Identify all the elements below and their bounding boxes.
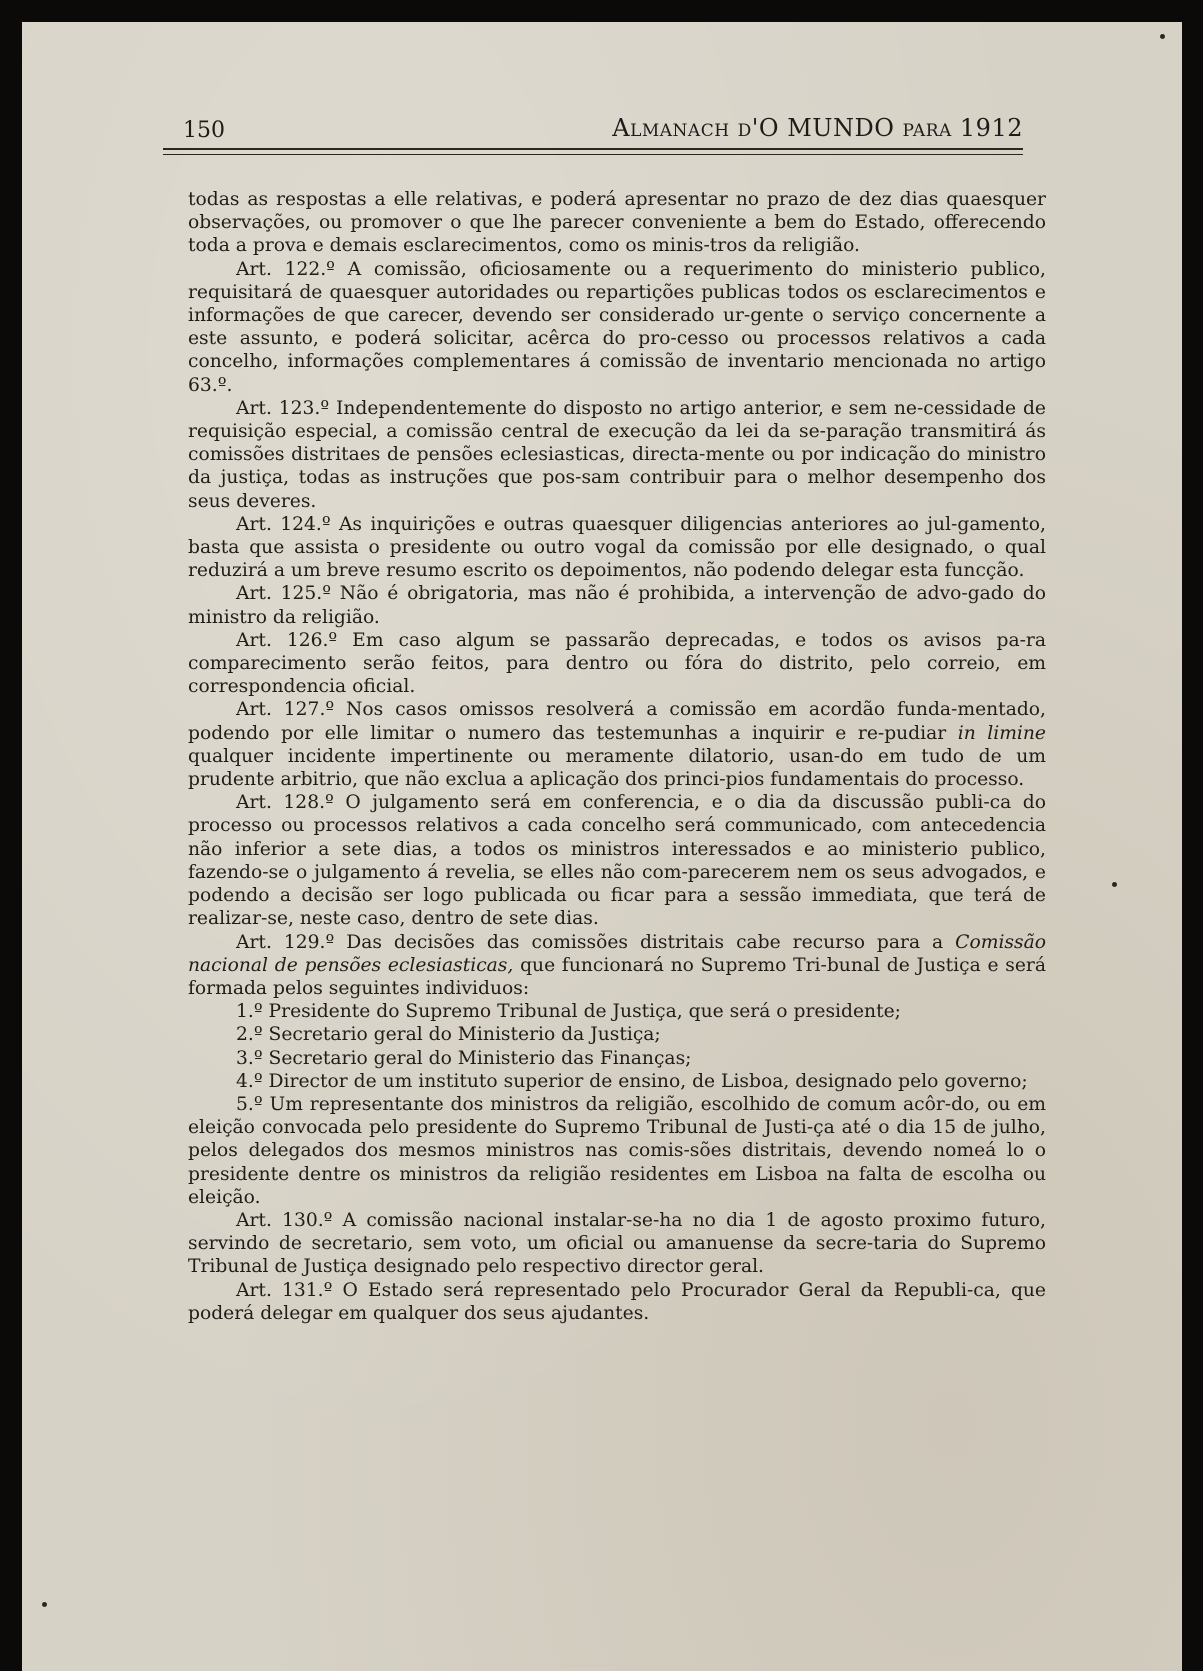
article-123: Art. 123.º Independentemente do disposto no artigo anterior, e sem ne-cessidade de requisição especial, a comissão central de execução da lei da se-paração transmitirá ás comissões distritaes de pensões eclesiasticas, directa-mente ou por indicação do ministro da justiça, todas as instruções que pos-sam contribuir para o melhor desempenho dos seus deveres. [188, 397, 1046, 512]
paragraph-continuation: todas as respostas a elle relativas, e poderá apresentar no prazo de dez dias quaesquer observações, ou promover o que lhe parecer conveniente a bem do Estado, offerecendo toda a prova e demais esclarecimentos, como os minis-tros da religião. [188, 189, 1046, 257]
page-number: 150 [183, 118, 225, 143]
article-129 [188, 931, 1046, 1001]
article-129-italic: Comissão nacional de pensões eclesiasticas, [188, 931, 1046, 976]
page-header [163, 108, 1023, 144]
article-127-text: Art. 127.º Nos casos omissos resolverá a comissão em acordão funda-mentado, podendo por elle limitar o numero das testemunhas a inquirir e re-pudiar [188, 699, 1046, 744]
ink-spot [1160, 34, 1165, 39]
article-text [188, 188, 1046, 1325]
ink-spot [42, 1602, 47, 1607]
article-122: Art. 122.º A comissão, oficiosamente ou a requerimento do ministerio publico, requisitará de quaesquer autoridades ou repartições publicas todos os esclarecimentos e informações de que carecer, devendo ser considerado ur-gente o serviço concernente a este assunto, e poderá solicitar, acêrca do pro-cesso ou processos relativos a cada concelho, informações complementares á comissão de inventario mencionada no artigo 63.º. [188, 258, 1046, 396]
list-item: 5.º Um representante dos ministros da religião, escolhido de comum acôr-do, ou em eleição convocada pelo presidente do Supremo Tribunal de Justi-ça até o dia 15 de julho, pelos delegados dos mesmos ministros nas comis-sões distritais, devendo nomeá lo o presidente dentre os ministros da religião residentes em Lisboa na falta de escolha ou eleição. [188, 1093, 1046, 1208]
article-124: Art. 124.º As inquirições e outras quaesquer diligencias anteriores ao jul-gamento, basta que assista o presidente ou outro vogal da comissão por elle designado, o qual reduzirá a um breve resumo escrito os depoimentos, não podendo delegar esta funcção. [188, 513, 1046, 582]
ink-spot [1112, 882, 1117, 887]
header-rule [163, 148, 1023, 155]
article-125: Art. 125.º Não é obrigatoria, mas não é prohibida, a intervenção de advo-gado do ministro da religião. [188, 583, 1046, 628]
article-129-text: Art. 129.º Das decisões das comissões distritais cabe recurso para a [236, 931, 956, 953]
article-131: Art. 131.º O Estado será representado pelo Procurador Geral da Republi-ca, que poderá delegar em qualquer dos seus ajudantes. [188, 1279, 1046, 1324]
list-item: 4.º Director de um instituto superior de ensino, de Lisboa, designado pelo governo; [236, 1070, 1028, 1092]
list-item: 2.º Secretario geral do Ministerio da Justiça; [236, 1024, 661, 1046]
article-127-text-end: qualquer incidente impertinente ou meramente dilatorio, usan-do em tudo de um prudente arbitrio, que não exclua a aplicação dos princi-pios fundamentais do processo. [188, 745, 1046, 791]
article-127-italic: in limine [957, 722, 1046, 744]
article-126: Art. 126.º Em caso algum se passarão deprecadas, e todos os avisos pa-ra comparecimento serão feitos, para dentro ou fóra do distrito, pelo correio, em correspondencia oficial. [188, 629, 1046, 698]
list-item: 3.º Secretario geral do Ministerio das Finanças; [236, 1047, 692, 1069]
list-item: 1.º Presidente do Supremo Tribunal de Justiça, que será o presidente; [236, 1001, 901, 1023]
article-128: Art. 128.º O julgamento será em conferencia, e o dia da discussão publi-ca do processo ou processos relativos a cada concelho será communicado, com antecedencia não inferior a sete dias, a todos os ministros interessados e ao ministerio publico, fazendo-se o julgamento á revelia, se elles não com-parecerem nem os seus advogados, e podendo a decisão ser logo publicada ou ficar para a sessão immediata, que terá de realizar-se, neste caso, dentro de sete dias. [188, 792, 1046, 930]
article-130: Art. 130.º A comissão nacional instalar-se-ha no dia 1 de agosto proximo futuro, servindo de secretario, sem voto, um oficial ou amanuense da secre-taria do Supremo Tribunal de Justiça designado pelo respectivo director geral. [188, 1209, 1046, 1278]
article-129-text-end: que funcionará no Supremo Tri-bunal de Justiça e será formada pelos seguintes individuos: [188, 954, 1047, 999]
running-title: Almanach d'O MUNDO para 1912 [612, 114, 1023, 142]
article-127 [188, 698, 1046, 791]
